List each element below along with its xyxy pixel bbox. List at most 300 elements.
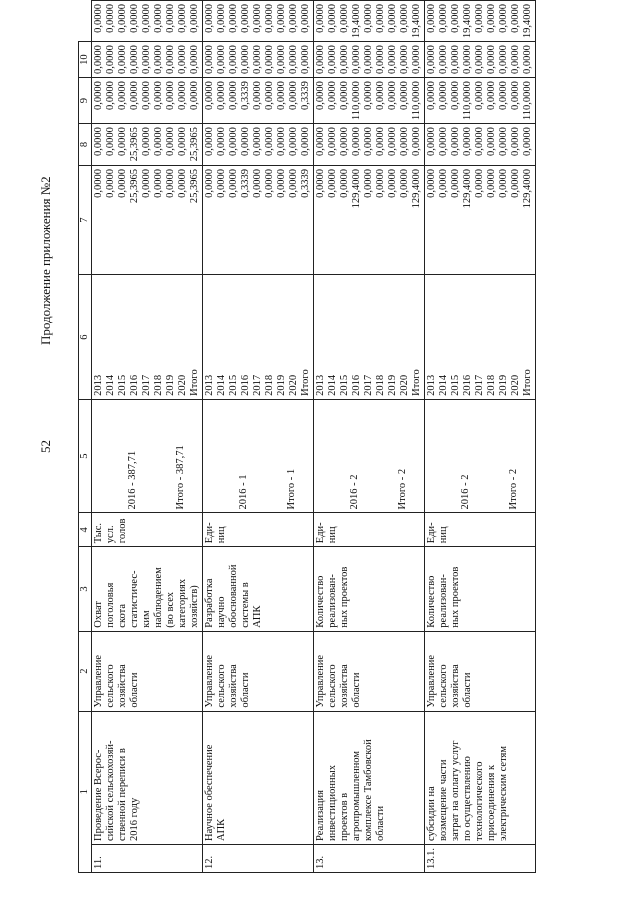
years-list-line: 2015 (339, 374, 350, 396)
amount-local-line: 0,0000 (411, 45, 422, 74)
amount-regional-line: 0,3339 (240, 81, 251, 110)
measure-name (203, 711, 314, 844)
amount-federal-line: 0,0000 (498, 127, 509, 156)
amount-regional (203, 78, 314, 124)
measure-name-line: ственной переписи в (117, 748, 128, 841)
amount-federal (425, 124, 536, 166)
amount-total-line: 0,0000 (228, 168, 239, 198)
amount-federal-line: 0,0000 (363, 127, 374, 156)
amount-regional-line: 0,0000 (153, 81, 164, 110)
amount-federal-line: 0,0000 (426, 127, 437, 156)
amount-other-line: 0,0000 (252, 4, 263, 33)
column-header: 7 (79, 165, 92, 274)
amount-regional-line: 0,0000 (426, 81, 437, 110)
amount-federal-line: 0,0000 (264, 127, 275, 156)
amount-other-line: 0,0000 (426, 4, 437, 33)
executor-line: Управление (93, 654, 104, 708)
years-list-line: 2017 (363, 374, 374, 396)
amount-regional-line: 0,0000 (363, 81, 374, 110)
amount-federal (314, 124, 425, 166)
indicator-value (92, 399, 203, 513)
amount-other-line: 0,0000 (288, 4, 299, 33)
row-number-line: 13.1. (426, 848, 437, 869)
amount-total-line: 129,4000 (522, 168, 533, 209)
executor-line: области (240, 672, 251, 708)
amount-federal (92, 124, 203, 166)
amount-regional-line: 0,0000 (474, 81, 485, 110)
amount-federal-line: 0,0000 (387, 127, 398, 156)
amount-regional-line: 0,0000 (252, 81, 263, 110)
executor (203, 631, 314, 711)
amount-regional-line: 0,0000 (450, 81, 461, 110)
measure-name-line: Реализация (315, 790, 326, 841)
amount-regional-line: 0,0000 (141, 81, 152, 110)
indicator (425, 547, 536, 632)
indicator (203, 547, 314, 632)
years-list-line: 2018 (264, 374, 275, 396)
amount-regional-line: 0,0000 (387, 81, 398, 110)
amount-total-line: 0,0000 (264, 168, 275, 198)
executor-line: области (351, 672, 362, 708)
amount-other (92, 1, 203, 42)
executor (314, 631, 425, 711)
indicator-value (203, 399, 314, 513)
amount-total-line: 0,0000 (288, 168, 299, 198)
amount-regional-line: 0,0000 (399, 81, 410, 110)
amount-total (92, 165, 203, 274)
measure-name-line: Научное обеспечение (204, 744, 215, 841)
years-list-line: 2015 (450, 374, 461, 396)
amount-total-line: 0,0000 (486, 168, 497, 198)
measure-name-line: затрат на оплату услуг (450, 740, 461, 841)
amount-federal-line: 0,0000 (288, 127, 299, 156)
amount-other-line: 0,0000 (228, 4, 239, 33)
amount-regional-line: 0,0000 (177, 81, 188, 110)
amount-federal-line: 0,0000 (462, 127, 473, 156)
years-list-line: 2020 (399, 374, 410, 396)
indicator-line: реализован- (327, 574, 338, 628)
amount-total-line: 0,0000 (450, 168, 461, 198)
years-list-line: 2016 (462, 374, 473, 396)
measure-name (92, 711, 203, 844)
amount-total-line: 0,0000 (117, 168, 128, 198)
amount-local-line: 0,0000 (363, 45, 374, 74)
amount-federal-line: 0,0000 (240, 127, 251, 156)
amount-local-line: 0,0000 (105, 45, 116, 74)
executor (425, 631, 536, 711)
executor-line: хозяйства (450, 664, 461, 708)
amount-local-line: 0,0000 (189, 45, 200, 74)
amount-local-line: 0,0000 (450, 45, 461, 74)
unit (425, 513, 536, 547)
amount-other-line: 0,0000 (387, 4, 398, 33)
amount-local-line: 0,0000 (177, 45, 188, 74)
measure-name-line: АПК (216, 818, 227, 841)
years-list-line: 2013 (315, 374, 326, 396)
amount-regional-line: 0,0000 (165, 81, 176, 110)
amount-federal-line: 0,0000 (165, 127, 176, 156)
years-list-line: 2020 (288, 374, 299, 396)
years-list-line: 2016 (129, 374, 140, 396)
amount-local-line: 0,0000 (276, 45, 287, 74)
unit-line: Тыс. (93, 522, 104, 544)
amount-local-line: 0,0000 (93, 45, 104, 74)
amount-regional-line: 0,3339 (300, 81, 311, 110)
amount-other (425, 1, 536, 42)
amount-total-line: 129,4000 (462, 168, 473, 209)
years-list (425, 275, 536, 400)
amount-total-line: 0,0000 (141, 168, 152, 198)
indicator-line: реализован- (438, 574, 449, 628)
amount-total-line: 0,0000 (153, 168, 164, 198)
amount-regional (425, 78, 536, 124)
years-list-line: 2020 (177, 374, 188, 396)
years-list-line: 2017 (474, 374, 485, 396)
amount-other-line: 0,0000 (450, 4, 461, 33)
years-list-line: Итого (522, 369, 533, 396)
column-header: 6 (79, 275, 92, 400)
table-row (425, 1, 536, 873)
years-list (203, 275, 314, 400)
unit (314, 513, 425, 547)
amount-local-line: 0,0000 (216, 45, 227, 74)
years-list-line: 2019 (165, 374, 176, 396)
years-list-line: 2018 (375, 374, 386, 396)
measure-name-line: инвестиционных (327, 765, 338, 841)
amount-total-line: 0,0000 (438, 168, 449, 198)
amount-local (425, 42, 536, 78)
indicator-line: АПК (252, 605, 263, 628)
amount-total-line: 0,0000 (387, 168, 398, 198)
amount-total (314, 165, 425, 274)
column-header: 8 (79, 124, 92, 166)
indicator-line: системы в (240, 582, 251, 628)
amount-total-line: 0,0000 (474, 168, 485, 198)
indicator-line: скота (117, 603, 128, 628)
amount-regional-line: 0,0000 (105, 81, 116, 110)
unit-line: Еди- (426, 522, 437, 544)
amount-other-line: 0,0000 (399, 4, 410, 33)
amount-other-line: 0,0000 (510, 4, 521, 33)
column-header: 9 (79, 78, 92, 124)
amount-federal-line: 0,0000 (315, 127, 326, 156)
measure-name (314, 711, 425, 844)
executor-line: Управление (204, 654, 215, 708)
amount-local-line: 0,0000 (522, 45, 533, 74)
amount-federal-line: 0,0000 (411, 127, 422, 156)
amount-local-line: 0,0000 (252, 45, 263, 74)
amount-regional-line: 0,0000 (216, 81, 227, 110)
amount-other-line: 0,0000 (204, 4, 215, 33)
amount-total-line: 0,0000 (327, 168, 338, 198)
years-list-line: 2013 (93, 374, 104, 396)
amount-other-line: 0,0000 (474, 4, 485, 33)
amount-regional-line: 0,0000 (276, 81, 287, 110)
years-list-line: 2013 (426, 374, 437, 396)
years-list (92, 275, 203, 400)
amount-regional-line: 0,0000 (129, 81, 140, 110)
executor-line: Управление (426, 654, 437, 708)
amount-federal-line: 0,0000 (450, 127, 461, 156)
amount-total-line: 0,0000 (510, 168, 521, 198)
row-number (92, 845, 203, 873)
amount-total-line: 0,0000 (165, 168, 176, 198)
amount-regional-line: 0,0000 (339, 81, 350, 110)
amount-local-line: 0,0000 (327, 45, 338, 74)
amount-local-line: 0,0000 (351, 45, 362, 74)
unit-line: ниц (438, 526, 449, 544)
amount-other-line: 0,0000 (129, 4, 140, 33)
measure-name-line: присоединения к (486, 764, 497, 841)
executor-line: сельского (438, 664, 449, 708)
indicator-line: (во всех (165, 591, 176, 628)
amount-federal-line: 0,0000 (339, 127, 350, 156)
amount-federal-line: 0,0000 (510, 127, 521, 156)
amount-other-line: 0,0000 (93, 4, 104, 33)
measure-name-line: по осуществлению (462, 756, 473, 841)
amount-federal-line: 25,3965 (129, 127, 140, 162)
amount-total-line: 0,0000 (177, 168, 188, 198)
indicator-value-year: 2016 - 1 (238, 474, 249, 510)
amount-other-line: 0,0000 (315, 4, 326, 33)
amount-local-line: 0,0000 (153, 45, 164, 74)
row-number-line: 13. (315, 855, 326, 869)
amount-total-line: 0,0000 (93, 168, 104, 198)
indicator-value-year: 2016 - 2 (349, 474, 360, 510)
unit-line: Еди- (315, 522, 326, 544)
amount-regional-line: 110,0000 (351, 81, 362, 121)
amount-local-line: 0,0000 (117, 45, 128, 74)
amount-other-line: 0,0000 (264, 4, 275, 33)
indicator-line: Количество (315, 575, 326, 628)
amount-regional-line: 0,0000 (288, 81, 299, 110)
measure-name-line: сийской сельскохозяй- (105, 740, 116, 841)
amount-local (314, 42, 425, 78)
measure-name-line: области (375, 805, 386, 841)
indicator-value (425, 399, 536, 513)
amount-federal-line: 0,0000 (351, 127, 362, 156)
row-number-line: 12. (204, 855, 215, 869)
column-header: 1 (79, 711, 92, 872)
amount-total-line: 0,0000 (363, 168, 374, 198)
years-list (314, 275, 425, 400)
executor-line: сельского (327, 664, 338, 708)
column-header: 2 (79, 631, 92, 711)
indicator-line: статистичес- (129, 570, 140, 628)
amount-local-line: 0,0000 (399, 45, 410, 74)
continuation-title: Продолжение приложения №2 (38, 176, 53, 345)
amount-other-line: 0,0000 (498, 4, 509, 33)
program-table (78, 0, 536, 873)
years-list-line: 2016 (240, 374, 251, 396)
amount-other-line: 0,0000 (339, 4, 350, 33)
indicator-value-total: Итого - 2 (397, 468, 408, 510)
indicator-value (314, 399, 425, 513)
amount-other-line: 19,4000 (462, 4, 473, 39)
amount-other-line: 19,4000 (351, 4, 362, 39)
indicator-value-year: 2016 - 387,71 (127, 450, 138, 510)
years-list-line: 2017 (141, 374, 152, 396)
amount-other-line: 0,0000 (240, 4, 251, 33)
amount-federal-line: 0,0000 (522, 127, 533, 156)
executor-line: сельского (216, 664, 227, 708)
years-list-line: 2019 (276, 374, 287, 396)
years-list-line: 2015 (228, 374, 239, 396)
amount-federal-line: 0,0000 (399, 127, 410, 156)
amount-local-line: 0,0000 (165, 45, 176, 74)
unit (203, 513, 314, 547)
column-header: 5 (79, 399, 92, 513)
row-number (203, 845, 314, 873)
amount-regional (314, 78, 425, 124)
indicator (92, 547, 203, 632)
years-list-line: 2019 (387, 374, 398, 396)
amount-total-line: 129,4000 (411, 168, 422, 209)
amount-federal (203, 124, 314, 166)
years-list-line: 2014 (438, 374, 449, 396)
amount-local-line: 0,0000 (315, 45, 326, 74)
indicator-line: Разработка (204, 578, 215, 628)
amount-other-line: 0,0000 (216, 4, 227, 33)
amount-federal-line: 0,0000 (204, 127, 215, 156)
unit-line: усл. (105, 525, 116, 544)
amount-other-line: 0,0000 (363, 4, 374, 33)
row-number-line: 11. (93, 856, 104, 869)
indicator-line: научно (216, 596, 227, 628)
amount-federal-line: 25,3965 (189, 127, 200, 162)
amount-total (203, 165, 314, 274)
amount-total-line: 0,0000 (339, 168, 350, 198)
years-list-line: 2019 (498, 374, 509, 396)
years-list-line: Итого (300, 369, 311, 396)
amount-federal-line: 0,0000 (300, 127, 311, 156)
amount-other-line: 0,0000 (438, 4, 449, 33)
amount-other-line: 0,0000 (300, 4, 311, 33)
amount-regional-line: 110,0000 (522, 81, 533, 121)
amount-other-line: 0,0000 (276, 4, 287, 33)
column-header: 3 (79, 547, 92, 632)
amount-local (203, 42, 314, 78)
amount-federal-line: 0,0000 (327, 127, 338, 156)
amount-regional-line: 110,0000 (462, 81, 473, 121)
years-list-line: 2014 (105, 374, 116, 396)
amount-total-line: 0,0000 (426, 168, 437, 198)
amount-total-line: 0,0000 (204, 168, 215, 198)
amount-federal-line: 0,0000 (216, 127, 227, 156)
years-list-line: 2018 (153, 374, 164, 396)
amount-local-line: 0,0000 (240, 45, 251, 74)
amount-total-line: 0,0000 (375, 168, 386, 198)
amount-total-line: 0,3339 (300, 168, 311, 198)
column-header: 4 (79, 513, 92, 547)
amount-total-line: 0,3339 (240, 168, 251, 198)
measure-name-line: комплексе Тамбовской (363, 739, 374, 841)
amount-total-line: 0,0000 (315, 168, 326, 198)
amount-local-line: 0,0000 (288, 45, 299, 74)
amount-federal-line: 0,0000 (276, 127, 287, 156)
amount-other-line: 0,0000 (327, 4, 338, 33)
years-list-line: 2014 (216, 374, 227, 396)
amount-local-line: 0,0000 (339, 45, 350, 74)
amount-total-line: 0,0000 (216, 168, 227, 198)
indicator-value-total: Итого - 2 (508, 468, 519, 510)
indicator-line: ных проектов (339, 566, 350, 628)
amount-other-line: 19,4000 (522, 4, 533, 39)
measure-name-line: проектов в (339, 792, 350, 841)
amount-total-line: 25,3965 (129, 168, 140, 204)
amount-regional-line: 0,0000 (189, 81, 200, 110)
table-row (92, 1, 203, 873)
executor-line: области (462, 672, 473, 708)
row-number (314, 845, 425, 873)
indicator-line: хозяйств) (189, 585, 200, 628)
measure-name-line: субсидии на (426, 786, 437, 841)
amount-regional-line: 0,0000 (327, 81, 338, 110)
amount-federal-line: 0,0000 (375, 127, 386, 156)
measure-name-line: возмещение части (438, 759, 449, 841)
amount-regional-line: 0,0000 (510, 81, 521, 110)
executor-line: сельского (105, 664, 116, 708)
indicator-line: ных проектов (450, 566, 461, 628)
indicator-line: наблюдением (153, 567, 164, 628)
amount-total-line: 0,0000 (105, 168, 116, 198)
years-list-line: 2014 (327, 374, 338, 396)
amount-local-line: 0,0000 (204, 45, 215, 74)
indicator-line: категориях (177, 578, 188, 628)
amount-other (203, 1, 314, 42)
amount-local-line: 0,0000 (438, 45, 449, 74)
executor-line: хозяйства (117, 664, 128, 708)
amount-local-line: 0,0000 (264, 45, 275, 74)
executor (92, 631, 203, 711)
amount-total-line: 0,0000 (252, 168, 263, 198)
unit-line: голов (117, 518, 128, 544)
amount-local-line: 0,0000 (462, 45, 473, 74)
amount-regional-line: 0,0000 (117, 81, 128, 110)
years-list-line: 2020 (510, 374, 521, 396)
years-list-line: 2013 (204, 374, 215, 396)
executor-line: хозяйства (339, 664, 350, 708)
indicator-value-total: Итого - 1 (286, 468, 297, 510)
measure-name (425, 711, 536, 844)
amount-local-line: 0,0000 (129, 45, 140, 74)
amount-federal-line: 0,0000 (486, 127, 497, 156)
amount-regional (92, 78, 203, 124)
years-list-line: Итого (189, 369, 200, 396)
amount-local-line: 0,0000 (498, 45, 509, 74)
amount-regional-line: 110,0000 (411, 81, 422, 121)
amount-total-line: 129,4000 (351, 168, 362, 209)
indicator-line: ким (141, 610, 152, 628)
amount-other-line: 0,0000 (117, 4, 128, 33)
header-row (79, 1, 92, 873)
indicator-line: Охват (93, 601, 104, 628)
unit-line: Еди- (204, 522, 215, 544)
executor-line: Управление (315, 654, 326, 708)
table-body (79, 1, 536, 873)
amount-regional-line: 0,0000 (315, 81, 326, 110)
column-header: 10 (79, 42, 92, 78)
amount-regional-line: 0,0000 (93, 81, 104, 110)
years-list-line: 2015 (117, 374, 128, 396)
amount-regional-line: 0,0000 (228, 81, 239, 110)
amount-local-line: 0,0000 (474, 45, 485, 74)
unit (92, 513, 203, 547)
table-row (314, 1, 425, 873)
unit-line: ниц (327, 526, 338, 544)
indicator (314, 547, 425, 632)
amount-other-line: 0,0000 (105, 4, 116, 33)
